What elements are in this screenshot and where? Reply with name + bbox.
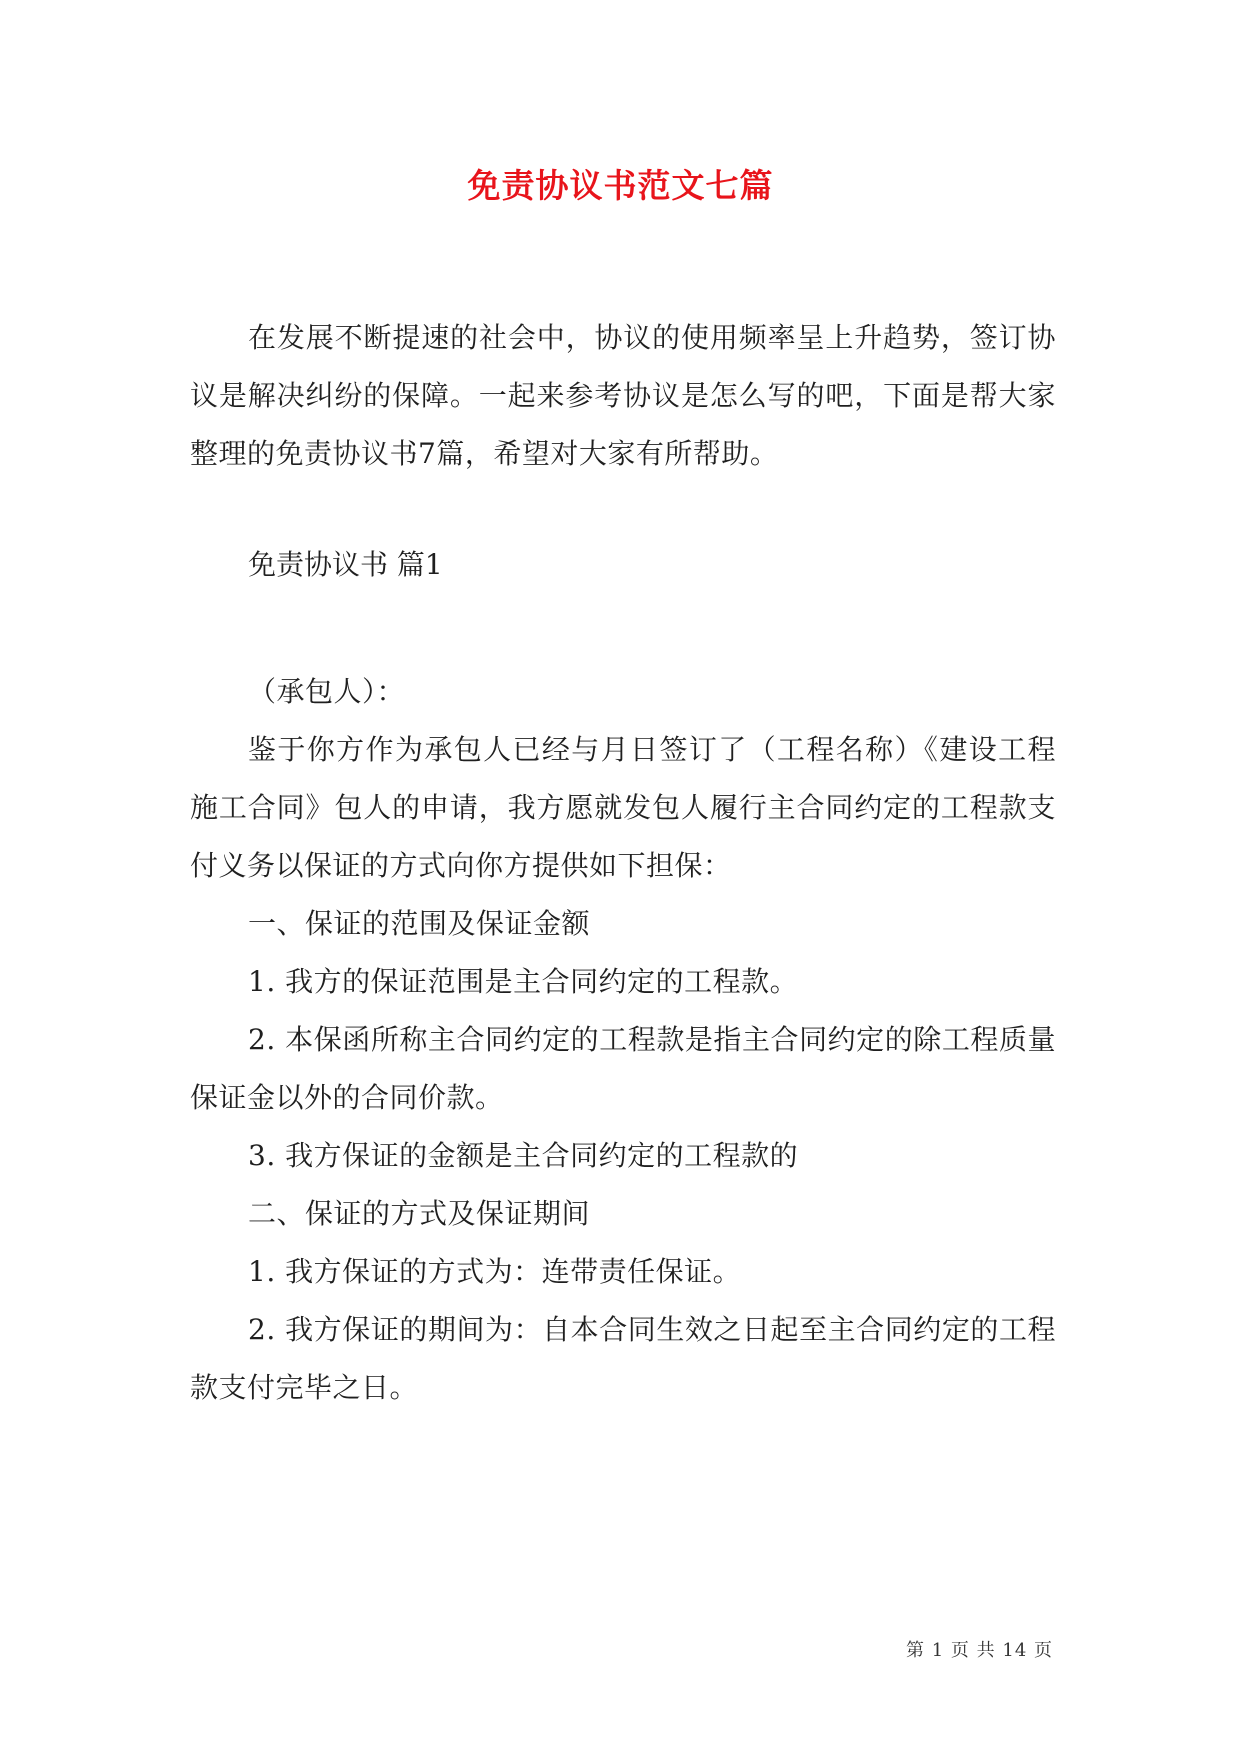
- clause-2-1: 1. 我方保证的方式为：连带责任保证。: [248, 1255, 742, 1288]
- clause-2-2: 2. 我方保证的期间为：自本合同生效之日起至主合同约定的工程款支付完毕之日。: [190, 1313, 1056, 1404]
- party-line: （承包人）：: [248, 675, 406, 708]
- page-number: 第 1 页 共 14 页: [906, 1640, 1053, 1661]
- paragraph-guarantee-preamble: 鉴于你方作为承包人已经与月日签订了（工程名称）《建设工程施工合同》包人的申请，我方愿就发包人履行主合同约定的工程款支付义务以保证的方式向你方提供如下担保：: [190, 733, 1056, 882]
- document-title: 免责协议书范文七篇: [467, 166, 774, 205]
- heading-scope-amount: 一、保证的范围及保证金额: [248, 907, 591, 940]
- section-heading: 免责协议书 篇1: [248, 548, 443, 581]
- intro-paragraph: 在发展不断提速的社会中，协议的使用频率呈上升趋势，签订协议是解决纠纷的保障。一起来参考协议是怎么写的吧，下面是帮大家整理的免责协议书7篇，希望对大家有所帮助。: [190, 321, 1056, 470]
- intro-block: [190, 309, 1056, 483]
- section-body: [190, 663, 1056, 1417]
- clause-1-3: 3. 我方保证的金额是主合同约定的工程款的: [248, 1139, 799, 1172]
- clause-1-2: 2. 本保函所称主合同约定的工程款是指主合同约定的除工程质量保证金以外的合同价款。: [190, 1023, 1056, 1114]
- clause-1-1: 1. 我方的保证范围是主合同约定的工程款。: [248, 965, 799, 998]
- heading-method-period: 二、保证的方式及保证期间: [248, 1197, 591, 1230]
